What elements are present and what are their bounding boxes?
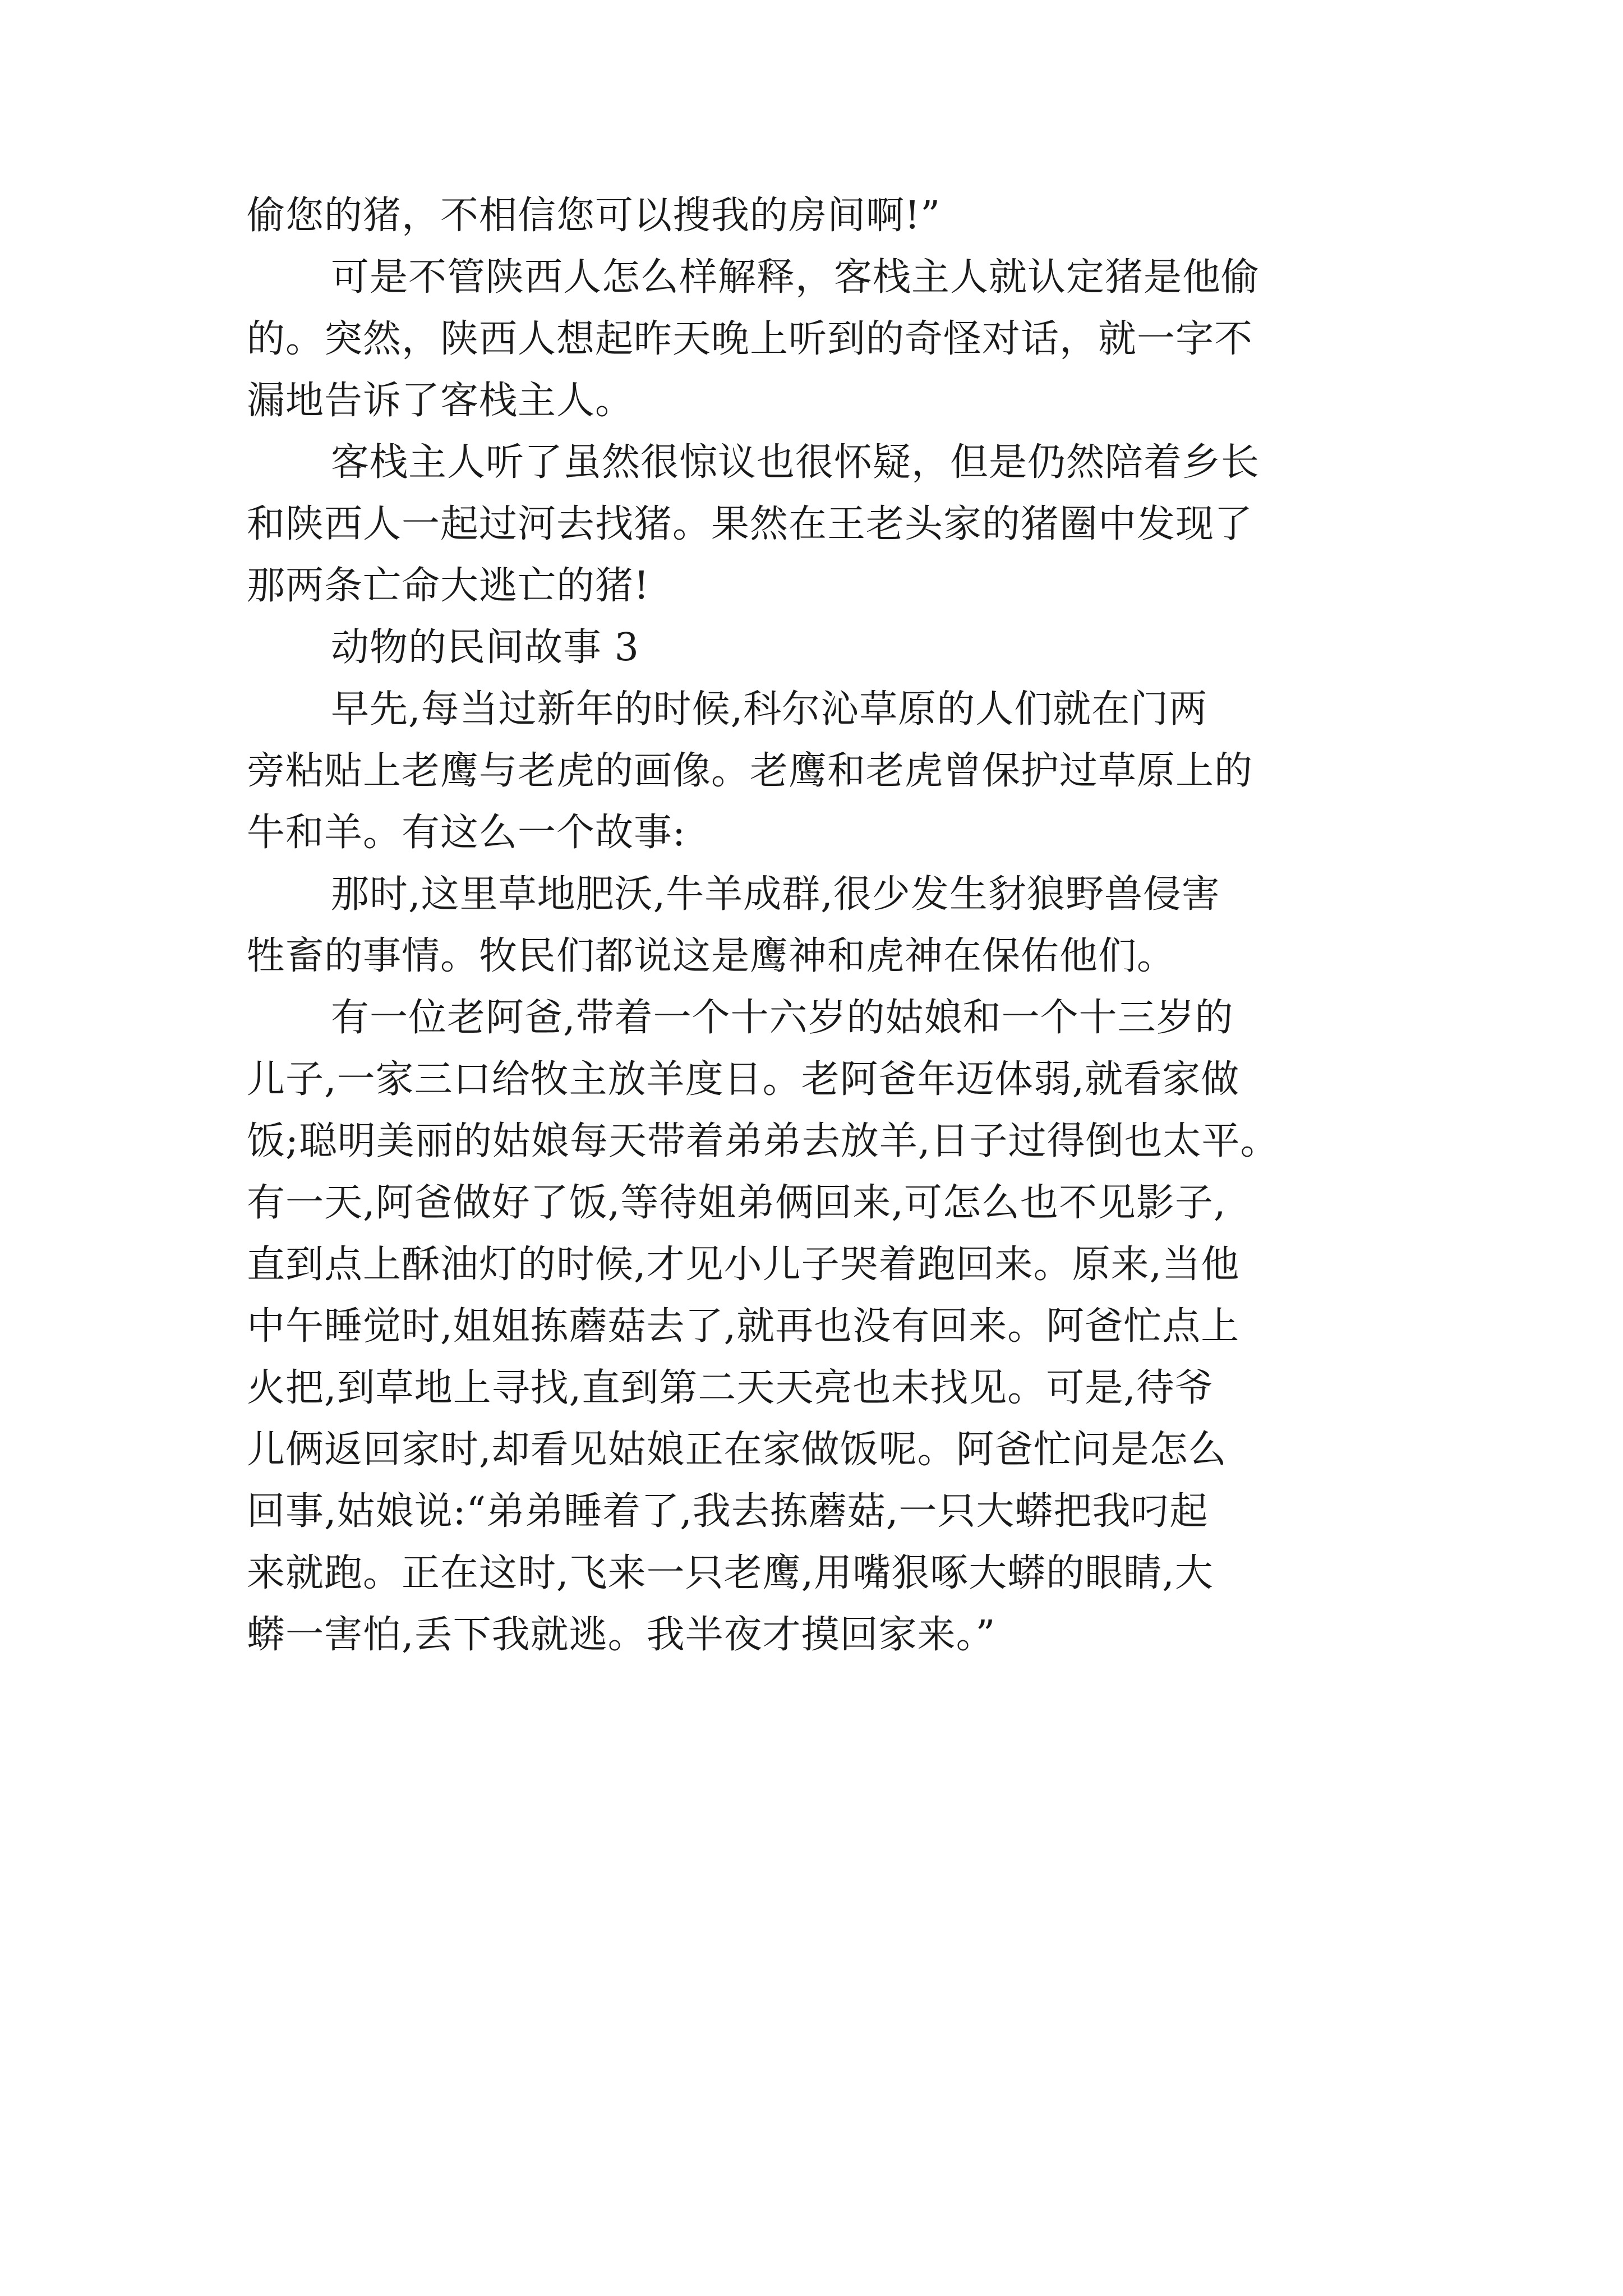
text-line: 中午睡觉时,姐姐拣蘑菇去了,就再也没有回来。阿爸忙点上 <box>247 1304 1240 1349</box>
text-line: 儿俩返回家时,却看见姑娘正在家做饭呢。阿爸忙问是怎么 <box>247 1428 1227 1472</box>
text-line: 和陕西人一起过河去找猪。果然在王老头家的猪圈中发现了 <box>247 502 1253 546</box>
text-line: 有一天,阿爸做好了饭,等待姐弟俩回来,可怎么也不见影子, <box>247 1181 1227 1225</box>
text-line: 旁粘贴上老鹰与老虎的画像。老鹰和老虎曾保护过草原上的 <box>247 749 1253 793</box>
text-line: 火把,到草地上寻找,直到第二天天亮也未找见。可是,待爷 <box>247 1366 1214 1410</box>
paragraph-start-line: 客栈主人听了虽然很惊议也很怀疑，但是仍然陪着乡长 <box>331 440 1260 485</box>
text-line: 饭;聪明美丽的姑娘每天带着弟弟去放羊,日子过得倒也太平。 <box>247 1119 1279 1163</box>
section-heading: 动物的民间故事 3 <box>331 625 639 670</box>
text-line: 蟒一害怕,丢下我就逃。我半夜才摸回家来。” <box>247 1613 996 1657</box>
paragraph-start-line: 那时,这里草地肥沃,牛羊成群,很少发生豺狼野兽侵害 <box>331 872 1220 917</box>
text-line: 那两条亡命大逃亡的猪! <box>247 564 650 608</box>
text-line: 回事,姑娘说:“弟弟睡着了,我去拣蘑菇,一只大蟒把我叼起 <box>247 1489 1209 1534</box>
text-line: 牲畜的事情。牧民们都说这是鹰神和虎神在保佑他们。 <box>247 934 1176 978</box>
text-line: 的。突然，陕西人想起昨天晚上听到的奇怪对话，就一字不 <box>247 317 1253 361</box>
text-line: 偷您的猪，不相信您可以搜我的房间啊!” <box>247 194 941 238</box>
paragraph-start-line: 早先,每当过新年的时候,科尔沁草原的人们就在门两 <box>331 687 1208 731</box>
text-line: 漏地告诉了客栈主人。 <box>247 379 634 423</box>
paragraph-start-line: 有一位老阿爸,带着一个十六岁的姑娘和一个十三岁的 <box>331 996 1234 1040</box>
text-line: 牛和羊。有这么一个故事: <box>247 811 686 855</box>
text-line: 儿子,一家三口给牧主放羊度日。老阿爸年迈体弱,就看家做 <box>247 1057 1240 1102</box>
text-line: 来就跑。正在这时,飞来一只老鹰,用嘴狠啄大蟒的眼睛,大 <box>247 1551 1214 1595</box>
paragraph-start-line: 可是不管陕西人怎么样解释，客栈主人就认定猪是他偷 <box>331 255 1260 300</box>
text-line: 直到点上酥油灯的时候,才见小儿子哭着跑回来。原来,当他 <box>247 1243 1240 1287</box>
